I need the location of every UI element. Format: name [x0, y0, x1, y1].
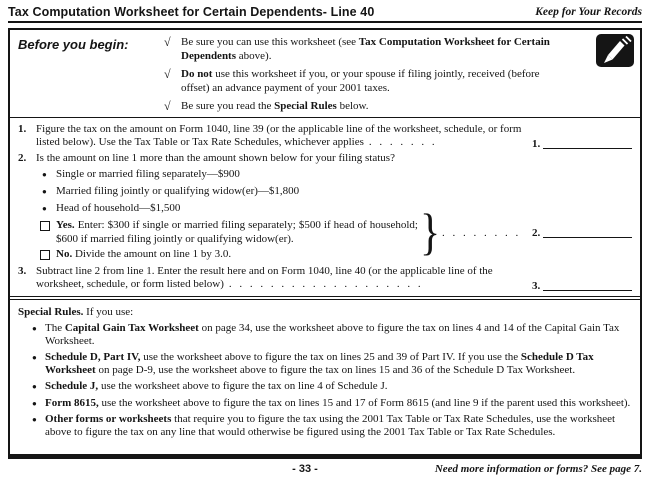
brace-icon: } [420, 204, 441, 261]
more-info-note: Need more information or forms? See page 7. [434, 463, 642, 475]
item-number: 3. [18, 264, 27, 277]
worksheet-box [8, 28, 642, 459]
line-item-2 [18, 152, 632, 166]
check-icon: √ [164, 99, 171, 113]
text-segment-bold: Capital Gain Tax Worksheet [64, 321, 199, 334]
filing-status-option [42, 168, 632, 181]
special-rule-item [32, 380, 632, 393]
text-segment: Be sure you can use this worksheet (see [181, 36, 359, 48]
entry-label: 3. [532, 279, 541, 292]
text-segment: below. [336, 100, 369, 112]
special-rule-item [32, 351, 632, 377]
text-segment-bold: Special Rules. [18, 305, 84, 318]
no-checkbox[interactable] [40, 250, 50, 260]
option-text: Single or married filing separately—$900 [56, 168, 240, 180]
special-rule-text [45, 397, 632, 410]
text-segment-bold: No. [56, 248, 73, 260]
checklist-item-text [181, 100, 569, 114]
text-segment-bold: Schedule D Tax Worksheet [45, 350, 594, 377]
yes-checkbox[interactable] [40, 221, 50, 231]
special-rule-item [32, 397, 632, 410]
text-segment: Figure the tax on the amount on Form 1040, line 39 (or the applicable line of the worksheet, schedule, or form listed below). Use the Tax Table or Tax Rate Schedules, whichever applies [36, 122, 522, 148]
filing-status-option [42, 202, 632, 215]
special-rules-header [18, 305, 632, 319]
text-segment: use this worksheet if you, or your spouse if filing jointly, received (before offset) an advance payment of your 2001 taxes. [181, 68, 540, 94]
text-segment: on page 34, use the worksheet above to figure the tax on lines 4 and 14 of the Capital Gain Tax Worksheet. [45, 321, 620, 347]
text-segment: The [45, 321, 65, 334]
text-segment: above). [236, 49, 272, 62]
special-rule-text [45, 351, 632, 377]
special-rule-item [32, 322, 632, 348]
checklist-item [164, 36, 569, 63]
text-segment-bold: Other forms or worksheets [45, 412, 172, 425]
text-segment: use the worksheet above to figure the tax on line 4 of Schedule J. [98, 380, 388, 393]
bullet-icon: ● [32, 414, 37, 424]
line-item-1 [18, 123, 632, 150]
bullet-icon: ● [32, 398, 37, 408]
check-icon: √ [164, 35, 171, 49]
dot-leader: . . . . . . . [368, 136, 435, 148]
special-rule-text [45, 380, 632, 393]
text-segment: Be sure you read the [181, 100, 275, 112]
bullet-icon: ● [42, 204, 47, 213]
text-segment-bold: Special Rules [274, 100, 337, 112]
option-text: Married filing jointly or qualifying widow(er)—$1,800 [56, 185, 300, 197]
entry-write-line[interactable] [543, 148, 632, 149]
special-rule-text [45, 413, 632, 439]
special-rule-text [45, 322, 632, 348]
before-you-begin-checklist [164, 36, 569, 114]
check-icon: √ [164, 67, 171, 81]
line-items-section [10, 118, 640, 296]
line-item-3 [18, 265, 632, 292]
text-segment: that require you to figure the tax using the 2001 Tax Table or Tax Rate Schedules, use the worksheet above to figure the tax on any line that would otherwise be figured using the 2001 Tax Table or Tax Rate Schedules. [45, 412, 616, 438]
text-segment: Divide the amount on line 1 by 3.0. [72, 248, 232, 260]
before-you-begin-section [10, 30, 640, 117]
entry-field-2 [528, 227, 632, 239]
special-rule-item [32, 413, 632, 439]
bullet-icon: ● [32, 323, 37, 333]
text-segment: use the worksheet above to figure the tax on lines 15 and 17 of Form 8615 (and line 9 if the parent used this worksheet). [98, 396, 631, 409]
text-segment: If you use: [83, 305, 134, 318]
footer [8, 463, 642, 478]
entry-write-line[interactable] [543, 237, 632, 238]
page-title: Tax Computation Worksheet for Certain Dependents- Line 40 [8, 5, 375, 19]
no-option [40, 248, 632, 262]
keep-for-records-label: Keep for Your Records [535, 6, 642, 18]
dot-leader: . . . . . . . . [442, 226, 519, 239]
bullet-icon: ● [42, 187, 47, 196]
item-number: 2. [18, 151, 27, 164]
text-segment-bold: Schedule D, Part IV, [45, 350, 141, 363]
before-you-begin-label: Before you begin: [18, 37, 129, 52]
no-option-text [56, 248, 632, 262]
text-segment-bold: Yes. [56, 219, 75, 231]
text-segment: on page D-9, use the worksheet above to figure the tax on lines 15 and 36 of the Schedule D Tax Worksheet. [95, 364, 576, 377]
item-number: 1. [18, 122, 27, 135]
text-segment: Subtract line 2 from line 1. Enter the result here and on Form 1040, line 40 (or the applicable line of the worksheet, schedule, or form listed below) [36, 264, 493, 290]
filing-status-question: Is the amount on line 1 more than the amount shown below for your filing status? [36, 151, 395, 164]
item-text [36, 265, 528, 292]
entry-field-1 [528, 138, 632, 150]
text-segment: Enter: $300 if single or married filing separately; $500 if head of household; $600 if married filing jointly or qualifying widow(er). [56, 219, 418, 245]
yes-option-text [56, 219, 418, 246]
dot-leader: . . . . . . . . . . . . . . . . . . . [228, 278, 421, 290]
checklist-item-text [181, 68, 569, 95]
text-segment-bold: Form 8615, [45, 396, 99, 409]
text-segment-bold: Schedule J, [45, 380, 99, 393]
bullet-icon: ● [32, 352, 37, 362]
entry-write-line[interactable] [543, 290, 632, 291]
checklist-item-text [181, 36, 569, 63]
checklist-item [164, 100, 569, 114]
option-text: Head of household—$1,500 [56, 202, 181, 214]
special-rules-section [10, 300, 640, 446]
pencil-icon [596, 34, 634, 67]
entry-field-3 [528, 280, 632, 292]
filing-status-option [42, 185, 632, 198]
text-segment-bold: Tax Computation Worksheet for Certain Dependents [181, 36, 550, 62]
checklist-item [164, 68, 569, 95]
entry-label: 2. [532, 226, 541, 239]
bullet-icon: ● [32, 382, 37, 392]
text-segment-bold: Do not [181, 68, 213, 80]
header [8, 2, 642, 23]
bullet-icon: ● [42, 170, 47, 179]
entry-label: 1. [532, 137, 541, 150]
page-number: - 33 - [292, 463, 318, 475]
item-text [36, 123, 528, 150]
text-segment: use the worksheet above to figure the tax on lines 25 and 39 of Part IV. If you use the [140, 350, 521, 363]
